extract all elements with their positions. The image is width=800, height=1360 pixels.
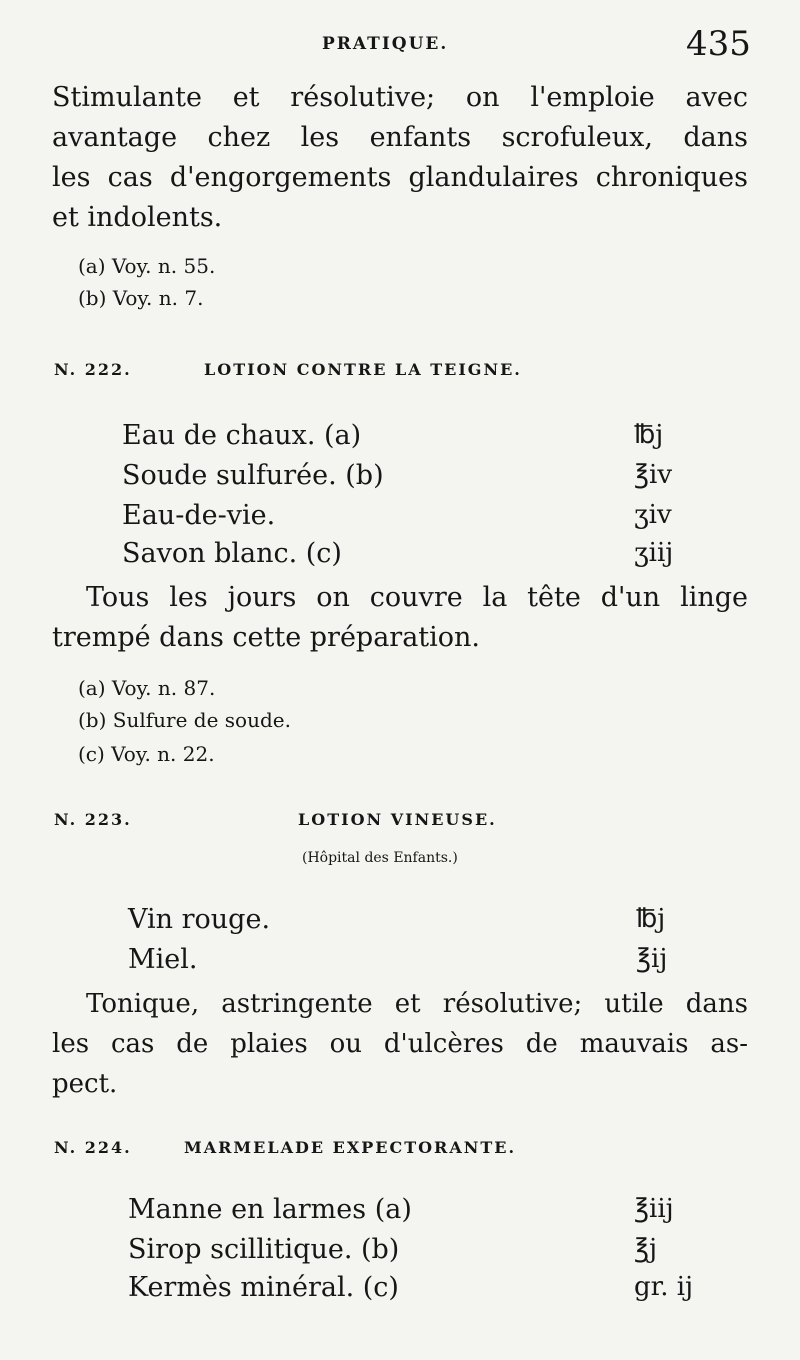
recipe-number: N. 222. [54, 360, 132, 379]
text-line: les cas de plaies ou d'ulcères de mauvais as- [52, 1029, 748, 1059]
recipe-text [52, 984, 748, 1104]
ingredient-quantity: ℥iij [634, 1194, 674, 1224]
recipe-number: N. 223. [54, 810, 132, 829]
recipe-title: LOTION VINEUSE. [298, 810, 497, 829]
ingredient-quantity: ℥ij [636, 944, 668, 974]
footnote: (b) Sulfure de soude. [78, 708, 291, 732]
text-line: Stimulante et résolutive; on l'emploie avec [52, 82, 748, 113]
page-number: 435 [686, 24, 751, 64]
ingredient-name: Eau-de-vie. [122, 500, 276, 531]
recipe-title: MARMELADE EXPECTORANTE. [184, 1138, 517, 1157]
continuation-paragraph [52, 78, 748, 238]
text-line: les cas d'engorgements glandulaires chroniques [52, 162, 748, 193]
ingredient-quantity: ℥iv [634, 460, 673, 490]
ingredient-quantity: ʒiv [634, 500, 672, 530]
ingredient-name: Vin rouge. [128, 904, 271, 935]
text-line: avantage chez les enfants scrofuleux, dans [52, 122, 748, 153]
recipe-number: N. 224. [54, 1138, 132, 1157]
recipe-subtitle: (Hôpital des Enfants.) [302, 850, 458, 866]
running-head: PRATIQUE. [322, 34, 449, 54]
footnote: (b) Voy. n. 7. [78, 286, 204, 310]
recipe-title: LOTION CONTRE LA TEIGNE. [204, 360, 522, 379]
ingredient-name: Kermès minéral. (c) [128, 1272, 399, 1303]
ingredient-quantity: ℔j [634, 420, 664, 450]
footnote: (a) Voy. n. 55. [78, 254, 216, 278]
ingredient-name: Eau de chaux. (a) [122, 420, 362, 451]
footnote: (a) Voy. n. 87. [78, 676, 216, 700]
text-line: Tonique, astringente et résolutive; utile dans [86, 989, 748, 1019]
ingredient-name: Manne en larmes (a) [128, 1194, 412, 1225]
ingredient-name: Miel. [128, 944, 198, 975]
ingredient-quantity: gr. ij [634, 1272, 694, 1302]
ingredient-name: Sirop scillitique. (b) [128, 1234, 400, 1265]
footnote: (c) Voy. n. 22. [78, 742, 215, 766]
text-line: et indolents. [52, 202, 223, 233]
text-line: pect. [52, 1069, 118, 1099]
ingredient-quantity: ℔j [636, 904, 666, 934]
ingredient-quantity: ℥j [634, 1234, 658, 1264]
text-line: Tous les jours on couvre la tête d'un linge [86, 582, 748, 613]
text-line: trempé dans cette préparation. [52, 622, 481, 653]
ingredient-name: Soude sulfurée. (b) [122, 460, 384, 491]
ingredient-quantity: ʒiij [634, 538, 674, 568]
recipe-text [52, 578, 748, 658]
ingredient-name: Savon blanc. (c) [122, 538, 342, 569]
